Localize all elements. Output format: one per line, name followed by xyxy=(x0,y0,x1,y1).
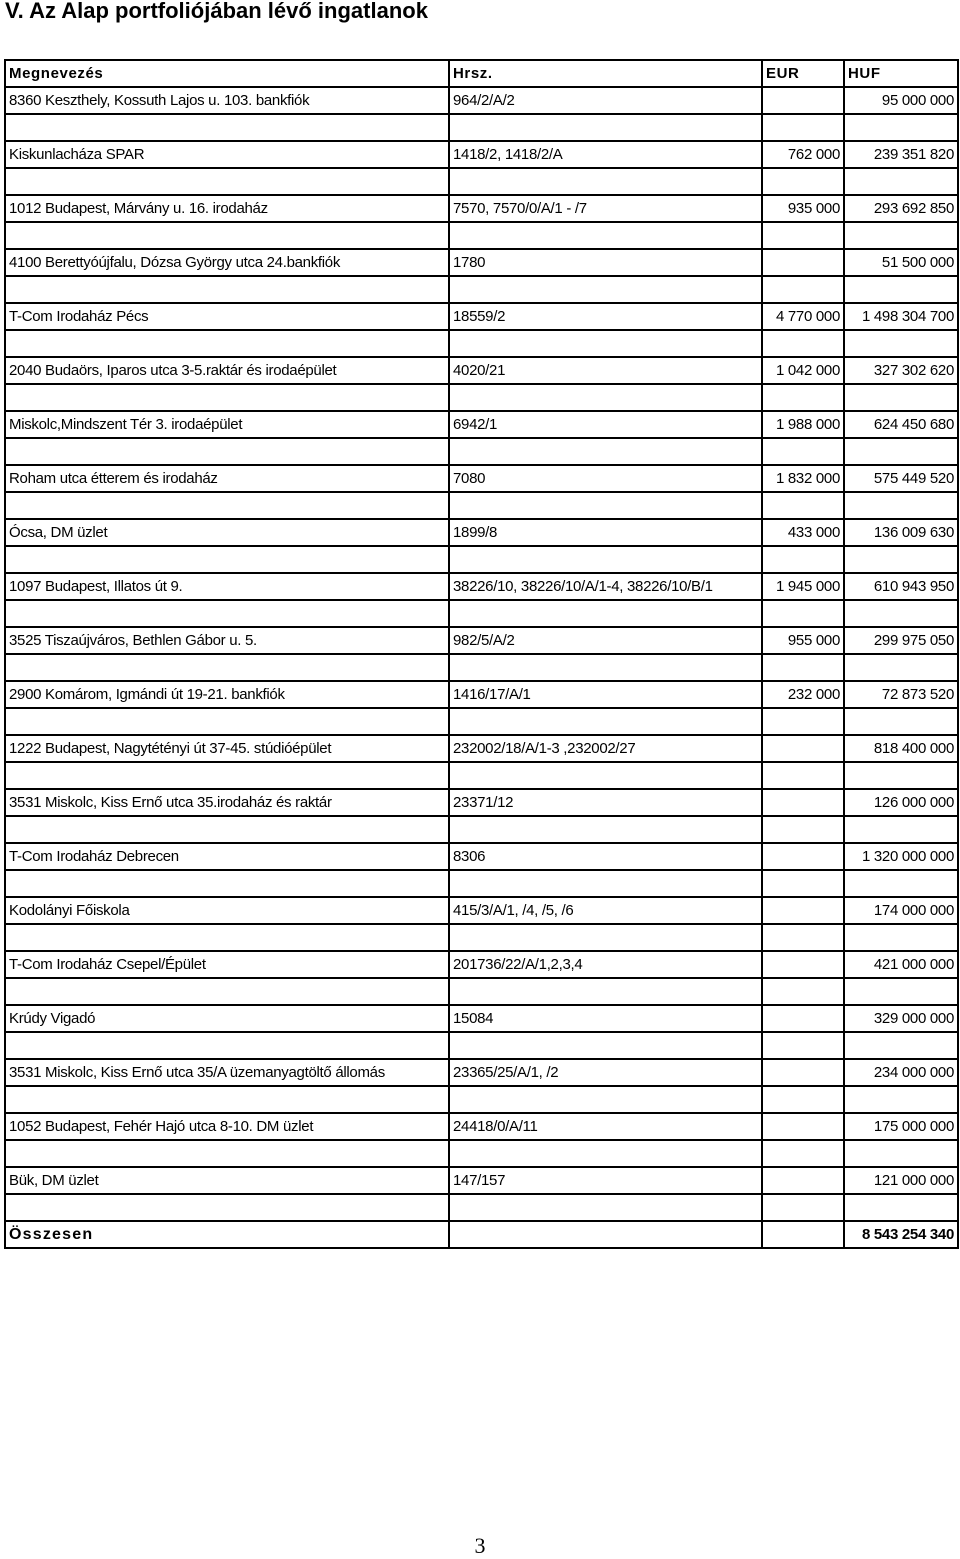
cell-hrsz: 982/5/A/2 xyxy=(449,627,762,654)
table-row xyxy=(5,303,958,330)
spacer-row xyxy=(5,1194,958,1221)
spacer-cell xyxy=(844,330,958,357)
spacer-cell xyxy=(5,708,449,735)
spacer-cell xyxy=(762,1194,844,1221)
cell-hrsz: 38226/10, 38226/10/A/1-4, 38226/10/B/1 xyxy=(449,573,762,600)
spacer-cell xyxy=(5,600,449,627)
spacer-cell xyxy=(762,816,844,843)
spacer-cell xyxy=(5,1086,449,1113)
cell-name: 1012 Budapest, Márvány u. 16. irodaház xyxy=(5,195,449,222)
spacer-cell xyxy=(762,114,844,141)
cell-hrsz: 15084 xyxy=(449,1005,762,1032)
table-header-row xyxy=(5,60,958,87)
cell-huf: 610 943 950 xyxy=(844,573,958,600)
cell-huf: 1 498 304 700 xyxy=(844,303,958,330)
spacer-row xyxy=(5,546,958,573)
cell-eur xyxy=(762,789,844,816)
spacer-cell xyxy=(762,870,844,897)
spacer-cell xyxy=(5,384,449,411)
table-row xyxy=(5,735,958,762)
table-row xyxy=(5,465,958,492)
cell-eur: 762 000 xyxy=(762,141,844,168)
spacer-cell xyxy=(762,762,844,789)
cell-name: T-Com Irodaház Pécs xyxy=(5,303,449,330)
cell-eur xyxy=(762,951,844,978)
spacer-cell xyxy=(449,492,762,519)
spacer-cell xyxy=(844,384,958,411)
cell-hrsz: 23371/12 xyxy=(449,789,762,816)
cell-eur: 935 000 xyxy=(762,195,844,222)
cell-huf: 575 449 520 xyxy=(844,465,958,492)
spacer-row xyxy=(5,870,958,897)
cell-name: 2040 Budaörs, Iparos utca 3-5.raktár és irodaépület xyxy=(5,357,449,384)
spacer-cell xyxy=(844,546,958,573)
cell-huf: 327 302 620 xyxy=(844,357,958,384)
spacer-cell xyxy=(762,924,844,951)
spacer-cell xyxy=(449,1086,762,1113)
spacer-cell xyxy=(762,978,844,1005)
spacer-cell xyxy=(844,1194,958,1221)
cell-eur xyxy=(762,87,844,114)
table-row xyxy=(5,1059,958,1086)
spacer-row xyxy=(5,654,958,681)
spacer-cell xyxy=(5,924,449,951)
cell-hrsz: 6942/1 xyxy=(449,411,762,438)
cell-hrsz: 147/157 xyxy=(449,1167,762,1194)
spacer-cell xyxy=(449,978,762,1005)
cell-hrsz: 1780 xyxy=(449,249,762,276)
spacer-cell xyxy=(762,654,844,681)
spacer-cell xyxy=(762,1140,844,1167)
spacer-cell xyxy=(844,600,958,627)
cell-eur: 433 000 xyxy=(762,519,844,546)
spacer-cell xyxy=(844,114,958,141)
cell-name: 3531 Miskolc, Kiss Ernő utca 35/A üzemanyagtöltő állomás xyxy=(5,1059,449,1086)
spacer-cell xyxy=(449,870,762,897)
cell-name: 3525 Tiszaújváros, Bethlen Gábor u. 5. xyxy=(5,627,449,654)
cell-huf: 95 000 000 xyxy=(844,87,958,114)
table-row xyxy=(5,87,958,114)
total-row xyxy=(5,1221,958,1248)
spacer-row xyxy=(5,492,958,519)
spacer-cell xyxy=(762,222,844,249)
cell-eur: 1 832 000 xyxy=(762,465,844,492)
table-row xyxy=(5,1113,958,1140)
spacer-cell xyxy=(449,600,762,627)
spacer-cell xyxy=(449,924,762,951)
page-number: 3 xyxy=(474,1533,486,1558)
spacer-cell xyxy=(449,546,762,573)
spacer-cell xyxy=(844,978,958,1005)
header-name: Megnevezés xyxy=(5,60,449,87)
table-row xyxy=(5,141,958,168)
cell-huf: 624 450 680 xyxy=(844,411,958,438)
spacer-cell xyxy=(762,1086,844,1113)
spacer-cell xyxy=(449,1032,762,1059)
table-row xyxy=(5,573,958,600)
table-row xyxy=(5,1167,958,1194)
spacer-cell xyxy=(844,492,958,519)
spacer-cell xyxy=(5,978,449,1005)
spacer-cell xyxy=(449,384,762,411)
table-row xyxy=(5,249,958,276)
cell-eur: 4 770 000 xyxy=(762,303,844,330)
spacer-cell xyxy=(449,816,762,843)
cell-hrsz: 24418/0/A/11 xyxy=(449,1113,762,1140)
spacer-row xyxy=(5,1140,958,1167)
cell-name: 8360 Keszthely, Kossuth Lajos u. 103. bankfiók xyxy=(5,87,449,114)
table-row xyxy=(5,843,958,870)
spacer-cell xyxy=(5,492,449,519)
table-row xyxy=(5,1005,958,1032)
spacer-cell xyxy=(449,762,762,789)
spacer-cell xyxy=(844,1086,958,1113)
cell-name: T-Com Irodaház Csepel/Épület xyxy=(5,951,449,978)
spacer-cell xyxy=(5,1140,449,1167)
cell-huf: 174 000 000 xyxy=(844,897,958,924)
cell-name: 2900 Komárom, Igmándi út 19-21. bankfiók xyxy=(5,681,449,708)
spacer-cell xyxy=(5,330,449,357)
total-hrsz xyxy=(449,1221,762,1248)
spacer-cell xyxy=(449,654,762,681)
spacer-cell xyxy=(449,276,762,303)
cell-name: 4100 Berettyóújfalu, Dózsa György utca 24.bankfiók xyxy=(5,249,449,276)
property-table xyxy=(4,59,959,1249)
cell-hrsz: 8306 xyxy=(449,843,762,870)
spacer-row xyxy=(5,708,958,735)
spacer-cell xyxy=(844,924,958,951)
table-row xyxy=(5,897,958,924)
spacer-cell xyxy=(449,330,762,357)
cell-eur: 955 000 xyxy=(762,627,844,654)
spacer-cell xyxy=(5,816,449,843)
cell-name: 1097 Budapest, Illatos út 9. xyxy=(5,573,449,600)
spacer-cell xyxy=(844,222,958,249)
spacer-cell xyxy=(844,870,958,897)
spacer-cell xyxy=(844,438,958,465)
cell-huf: 51 500 000 xyxy=(844,249,958,276)
table-row xyxy=(5,519,958,546)
spacer-row xyxy=(5,222,958,249)
spacer-cell xyxy=(762,276,844,303)
spacer-cell xyxy=(5,870,449,897)
spacer-row xyxy=(5,1086,958,1113)
cell-hrsz: 232002/18/A/1-3 ,232002/27 xyxy=(449,735,762,762)
cell-huf: 329 000 000 xyxy=(844,1005,958,1032)
cell-huf: 121 000 000 xyxy=(844,1167,958,1194)
spacer-cell xyxy=(5,1194,449,1221)
cell-name: Krúdy Vigadó xyxy=(5,1005,449,1032)
cell-huf: 818 400 000 xyxy=(844,735,958,762)
table-row xyxy=(5,411,958,438)
total-label: Összesen xyxy=(5,1221,449,1248)
spacer-cell xyxy=(762,438,844,465)
table-row xyxy=(5,195,958,222)
spacer-cell xyxy=(5,222,449,249)
table-row xyxy=(5,357,958,384)
cell-hrsz: 7570, 7570/0/A/1 - /7 xyxy=(449,195,762,222)
cell-huf: 239 351 820 xyxy=(844,141,958,168)
cell-hrsz: 1416/17/A/1 xyxy=(449,681,762,708)
spacer-cell xyxy=(5,762,449,789)
spacer-row xyxy=(5,762,958,789)
spacer-cell xyxy=(844,708,958,735)
spacer-cell xyxy=(762,546,844,573)
cell-hrsz: 1418/2, 1418/2/A xyxy=(449,141,762,168)
spacer-cell xyxy=(449,222,762,249)
spacer-row xyxy=(5,816,958,843)
header-eur: EUR xyxy=(762,60,844,87)
cell-eur: 232 000 xyxy=(762,681,844,708)
spacer-cell xyxy=(762,330,844,357)
cell-name: Miskolc,Mindszent Tér 3. irodaépület xyxy=(5,411,449,438)
cell-name: Bük, DM üzlet xyxy=(5,1167,449,1194)
cell-eur xyxy=(762,1059,844,1086)
table-row xyxy=(5,789,958,816)
cell-eur xyxy=(762,735,844,762)
cell-eur xyxy=(762,897,844,924)
spacer-row xyxy=(5,330,958,357)
spacer-cell xyxy=(449,438,762,465)
cell-hrsz: 964/2/A/2 xyxy=(449,87,762,114)
cell-hrsz: 201736/22/A/1,2,3,4 xyxy=(449,951,762,978)
cell-name: 1222 Budapest, Nagytétényi út 37-45. stúdióépület xyxy=(5,735,449,762)
spacer-cell xyxy=(5,276,449,303)
spacer-cell xyxy=(5,1032,449,1059)
cell-huf: 175 000 000 xyxy=(844,1113,958,1140)
table-row xyxy=(5,951,958,978)
spacer-cell xyxy=(844,816,958,843)
spacer-cell xyxy=(5,114,449,141)
cell-huf: 299 975 050 xyxy=(844,627,958,654)
spacer-cell xyxy=(5,168,449,195)
cell-hrsz: 18559/2 xyxy=(449,303,762,330)
cell-name: Kiskunlacháza SPAR xyxy=(5,141,449,168)
spacer-cell xyxy=(5,654,449,681)
spacer-cell xyxy=(762,168,844,195)
spacer-cell xyxy=(449,1194,762,1221)
cell-name: T-Com Irodaház Debrecen xyxy=(5,843,449,870)
cell-huf: 136 009 630 xyxy=(844,519,958,546)
cell-hrsz: 415/3/A/1, /4, /5, /6 xyxy=(449,897,762,924)
spacer-cell xyxy=(5,438,449,465)
spacer-cell xyxy=(449,708,762,735)
cell-eur: 1 042 000 xyxy=(762,357,844,384)
cell-huf: 234 000 000 xyxy=(844,1059,958,1086)
cell-huf: 1 320 000 000 xyxy=(844,843,958,870)
spacer-cell xyxy=(5,546,449,573)
cell-hrsz: 7080 xyxy=(449,465,762,492)
cell-hrsz: 23365/25/A/1, /2 xyxy=(449,1059,762,1086)
spacer-row xyxy=(5,384,958,411)
cell-name: Kodolányi Főiskola xyxy=(5,897,449,924)
page-title: V. Az Alap portfoliójában lévő ingatlanok xyxy=(5,0,428,23)
cell-huf: 72 873 520 xyxy=(844,681,958,708)
spacer-cell xyxy=(844,762,958,789)
table-row xyxy=(5,627,958,654)
cell-eur: 1 945 000 xyxy=(762,573,844,600)
spacer-cell xyxy=(844,654,958,681)
spacer-row xyxy=(5,924,958,951)
cell-eur xyxy=(762,249,844,276)
spacer-cell xyxy=(844,276,958,303)
cell-eur xyxy=(762,1005,844,1032)
cell-eur xyxy=(762,843,844,870)
spacer-cell xyxy=(449,1140,762,1167)
header-hrsz: Hrsz. xyxy=(449,60,762,87)
spacer-row xyxy=(5,276,958,303)
cell-eur xyxy=(762,1167,844,1194)
spacer-cell xyxy=(762,492,844,519)
spacer-cell xyxy=(844,168,958,195)
cell-hrsz: 4020/21 xyxy=(449,357,762,384)
header-huf: HUF xyxy=(844,60,958,87)
spacer-cell xyxy=(762,384,844,411)
spacer-row xyxy=(5,114,958,141)
cell-huf: 421 000 000 xyxy=(844,951,958,978)
cell-hrsz: 1899/8 xyxy=(449,519,762,546)
spacer-cell xyxy=(844,1032,958,1059)
cell-name: Roham utca étterem és irodaház xyxy=(5,465,449,492)
cell-eur xyxy=(762,1113,844,1140)
spacer-cell xyxy=(449,114,762,141)
spacer-cell xyxy=(762,1032,844,1059)
spacer-cell xyxy=(449,168,762,195)
spacer-row xyxy=(5,438,958,465)
spacer-row xyxy=(5,600,958,627)
spacer-cell xyxy=(762,600,844,627)
total-huf: 8 543 254 340 xyxy=(844,1221,958,1248)
cell-eur: 1 988 000 xyxy=(762,411,844,438)
table-row xyxy=(5,681,958,708)
cell-huf: 126 000 000 xyxy=(844,789,958,816)
spacer-row xyxy=(5,1032,958,1059)
cell-huf: 293 692 850 xyxy=(844,195,958,222)
cell-name: 1052 Budapest, Fehér Hajó utca 8-10. DM üzlet xyxy=(5,1113,449,1140)
spacer-cell xyxy=(844,1140,958,1167)
cell-name: 3531 Miskolc, Kiss Ernő utca 35.irodaház és raktár xyxy=(5,789,449,816)
spacer-row xyxy=(5,168,958,195)
total-eur xyxy=(762,1221,844,1248)
cell-name: Ócsa, DM üzlet xyxy=(5,519,449,546)
spacer-cell xyxy=(762,708,844,735)
spacer-row xyxy=(5,978,958,1005)
